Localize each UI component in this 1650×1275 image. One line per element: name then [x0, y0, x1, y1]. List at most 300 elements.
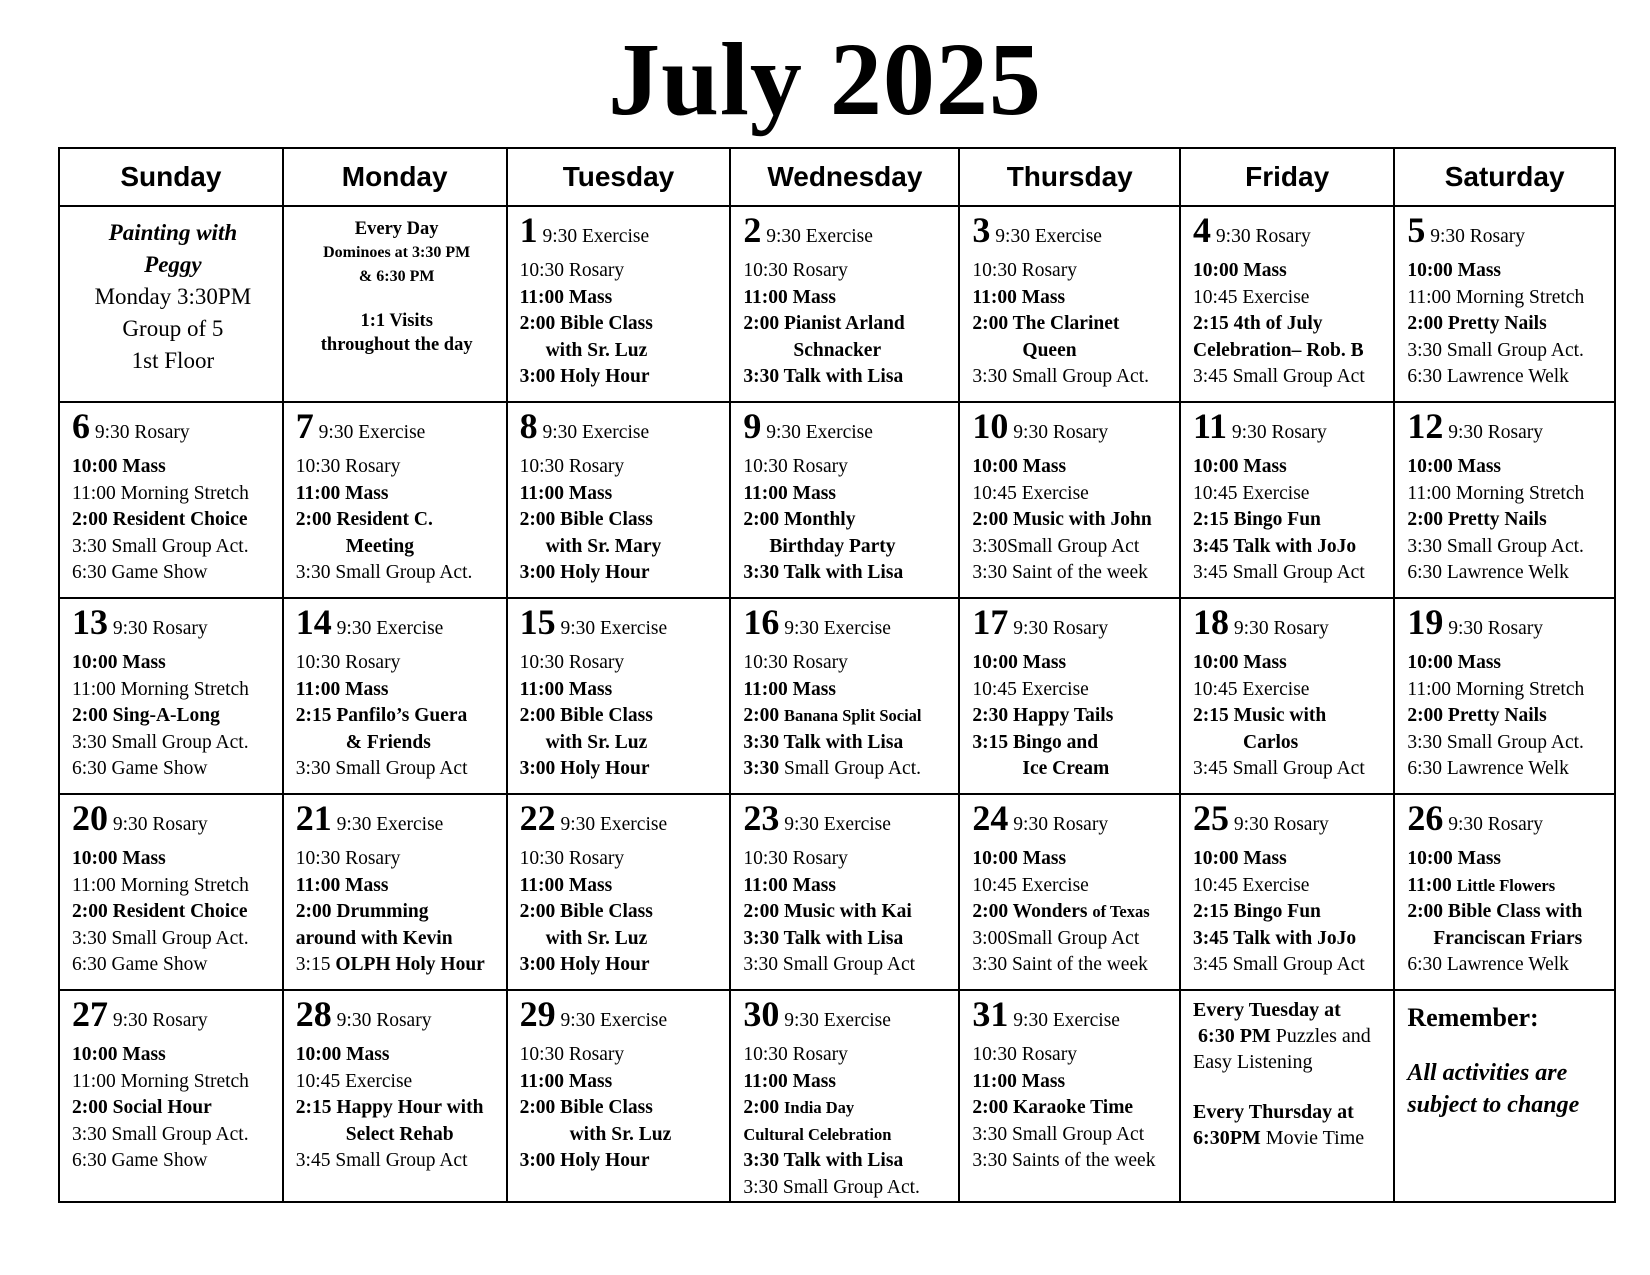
activity-text: Select Rehab — [345, 1123, 454, 1145]
activity-line — [1193, 481, 1385, 508]
activity-line — [72, 650, 274, 677]
activity-text: 6:30 Game Show — [72, 562, 208, 583]
activity-text: 2:00 Resident C. — [295, 509, 433, 530]
cell-content — [60, 207, 282, 377]
weekday-header: Thursday — [959, 148, 1180, 206]
activity-text: 11:00 Morning Stretch — [1407, 482, 1585, 504]
activity-line — [1407, 454, 1606, 481]
activity-text: 10:00 Mass — [1407, 456, 1502, 477]
activity-text: 9:30 Rosary — [1013, 618, 1109, 639]
note-time: 6:30 PM — [1198, 1025, 1271, 1047]
activity-text: 3:30 Small Group Act — [743, 954, 916, 975]
day-header-line — [743, 603, 950, 648]
activity-line — [1193, 873, 1385, 900]
note-line: Painting with — [108, 220, 238, 245]
activity-text: 2:15 Music with — [1193, 705, 1327, 726]
activity-line — [1193, 560, 1385, 587]
day-header-line — [520, 799, 722, 844]
activity-text: 9:30 Rosary — [1231, 422, 1327, 443]
activity-text: 3:00 Holy Hour — [519, 366, 650, 387]
day-cell — [507, 598, 731, 794]
note-line: Dominoes at 3:30 PM — [323, 244, 471, 261]
activity-text: 3:45 Small Group Act — [1193, 758, 1365, 779]
day-header-line — [520, 407, 722, 452]
activity-text: 10:00 Mass — [1193, 260, 1287, 281]
activity-line — [1407, 899, 1606, 926]
activity-text: 9:30 Exercise — [766, 422, 873, 443]
activity-line — [520, 756, 722, 783]
activity-text: 3:45 Small Group Act — [295, 1150, 468, 1171]
activity-line — [1407, 952, 1606, 979]
activity-text: Ice Cream — [1022, 758, 1110, 779]
cell-content — [1395, 991, 1614, 1121]
activity-line — [296, 873, 498, 900]
activity-text: 9:30 Rosary — [94, 422, 190, 443]
activity-line — [520, 846, 722, 873]
day-number: 31 — [972, 994, 1009, 1034]
activity-line — [296, 1069, 498, 1096]
activity-line — [972, 846, 1171, 873]
cell-content — [1181, 795, 1393, 979]
week-row — [59, 402, 1615, 598]
day-number: 1 — [519, 210, 538, 250]
activity-text: 3:30 Small Group Act. — [72, 731, 249, 753]
note-text: Movie Time — [1265, 1127, 1365, 1149]
day-number: 6 — [72, 406, 90, 446]
note-line: Group of 5 — [122, 316, 224, 341]
day-header-line — [972, 995, 1171, 1040]
activity-text: 11:00 Morning Stretch — [1407, 678, 1585, 700]
activity-text: 10:00 Mass — [1193, 652, 1287, 673]
activity-text: 9:30 Exercise — [542, 226, 650, 247]
week-row — [59, 598, 1615, 794]
activity-line — [743, 534, 950, 561]
activity-text: 9:30 Rosary — [112, 1010, 208, 1031]
activity-line — [1193, 285, 1385, 312]
activity-line — [972, 703, 1171, 730]
day-cell — [959, 402, 1180, 598]
day-number: 23 — [743, 798, 780, 838]
activity-line — [1407, 677, 1606, 704]
day-header-line — [72, 603, 274, 648]
day-header-line — [296, 995, 498, 1040]
activity-text: 9:30 Exercise — [560, 618, 668, 639]
activity-text: 10:30 Rosary — [295, 652, 401, 673]
cell-content — [508, 795, 730, 979]
activity-text: 3:30 Small Group Act. — [1407, 339, 1584, 361]
activity-text: 3:30 Talk with Lisa — [743, 366, 904, 387]
note-text: Puzzles and — [1275, 1025, 1371, 1047]
activity-text: 2:00 Bible Class — [519, 313, 653, 334]
day-cell — [959, 206, 1180, 402]
cell-content — [731, 795, 958, 979]
day-cell — [283, 794, 507, 990]
calendar-grid — [58, 147, 1616, 1203]
activity-text: 3:30 Talk with Lisa — [743, 731, 904, 753]
activity-line — [972, 1042, 1171, 1069]
cell-content — [508, 207, 730, 391]
activity-line — [72, 952, 274, 979]
activity-line — [296, 952, 498, 979]
activity-text: 9:30 Rosary — [1448, 814, 1543, 835]
activity-text: 11:00 Mass — [295, 678, 389, 700]
day-header-line — [972, 211, 1171, 256]
activity-text: Small Group Act. — [783, 758, 922, 779]
activity-line — [72, 1095, 274, 1122]
activity-text: 3:30 Talk with Lisa — [743, 927, 904, 949]
activity-line — [972, 1069, 1171, 1096]
day-header-line — [1193, 603, 1385, 648]
day-cell — [59, 598, 283, 794]
cell-content — [731, 207, 958, 391]
activity-text: 11:00 Morning Stretch — [1407, 286, 1585, 308]
activity-text: 9:30 Rosary — [1233, 814, 1329, 835]
day-number: 24 — [972, 798, 1009, 838]
weekday-header-row — [59, 148, 1615, 206]
activity-line — [1193, 926, 1385, 953]
activity-text: 3:30 Small Group Act — [295, 758, 468, 779]
note-line: throughout the day — [320, 335, 473, 355]
activity-line — [972, 1148, 1171, 1175]
note-cell — [1180, 990, 1394, 1202]
activity-text: 2:00 Music with John — [972, 509, 1152, 530]
activity-text: 9:30 Exercise — [1013, 1010, 1120, 1031]
activity-line — [1193, 730, 1385, 757]
calendar-body — [59, 206, 1615, 1202]
cell-content — [60, 991, 282, 1175]
day-cell — [59, 990, 283, 1202]
activity-text: 3:30 Small Group Act. — [72, 1123, 249, 1145]
weekday-header: Monday — [283, 148, 507, 206]
day-header-line — [972, 799, 1171, 844]
day-cell — [1180, 402, 1394, 598]
activity-text: 10:30 Rosary — [743, 260, 848, 281]
activity-text: 2:00 Pretty Nails — [1407, 313, 1547, 334]
day-cell — [507, 794, 731, 990]
activity-line — [1407, 756, 1606, 783]
activity-line — [72, 454, 274, 481]
activity-line — [1193, 677, 1385, 704]
day-cell — [730, 990, 959, 1202]
activity-text: with Sr. Luz — [545, 731, 648, 753]
activity-text: 3:30 Small Group Act. — [1407, 731, 1584, 753]
activity-line — [743, 560, 950, 587]
weekday-header: Tuesday — [507, 148, 731, 206]
activity-text: 3:30 Saints of the week — [972, 1150, 1156, 1171]
cell-content — [960, 403, 1179, 587]
activity-line — [1407, 560, 1606, 587]
day-cell — [730, 794, 959, 990]
day-header-line — [296, 799, 498, 844]
day-number: 3 — [972, 210, 991, 250]
activity-line — [743, 258, 950, 285]
activity-text: 2:15 4th of July — [1193, 313, 1323, 334]
activity-text: with Sr. Mary — [545, 535, 662, 557]
activity-text: 11:00 Morning Stretch — [72, 1070, 249, 1092]
activity-text: 11:00 Mass — [519, 874, 613, 896]
cell-content — [60, 795, 282, 979]
activity-line — [296, 507, 498, 534]
activity-line — [520, 703, 722, 730]
cell-content — [960, 795, 1179, 979]
activity-text: 3:30 Talk with Lisa — [743, 562, 904, 583]
activity-text: 10:30 Rosary — [972, 260, 1077, 281]
activity-text: 11:00 Mass — [743, 1070, 836, 1092]
activity-text: Celebration– Rob. B — [1193, 339, 1364, 361]
note-line — [1193, 1125, 1385, 1151]
activity-text: 9:30 Rosary — [112, 618, 208, 639]
activity-line — [296, 1148, 498, 1175]
activity-line — [972, 650, 1171, 677]
activity-text: 3:30 Small Group Act. — [72, 927, 249, 949]
activity-line — [520, 1095, 722, 1122]
activity-line — [72, 926, 274, 953]
activity-text: 10:00 Mass — [972, 848, 1067, 869]
activity-line — [1407, 730, 1606, 757]
activity-text: 10:45 Exercise — [1193, 286, 1310, 308]
activity-line — [1407, 285, 1606, 312]
activity-line — [296, 454, 498, 481]
activity-line — [520, 899, 722, 926]
activity-text: 3:30 Small Group Act. — [743, 1176, 920, 1198]
activity-text: 2:00 Pretty Nails — [1407, 509, 1547, 530]
day-cell — [959, 598, 1180, 794]
cell-content — [1181, 207, 1393, 391]
day-cell — [283, 598, 507, 794]
activity-text: 9:30 Rosary — [336, 1010, 432, 1031]
activity-line — [296, 1122, 498, 1149]
activity-text: 11:00 Mass — [972, 286, 1066, 308]
day-header-line — [1193, 211, 1385, 256]
activity-line — [296, 846, 498, 873]
activity-line — [72, 677, 274, 704]
day-number: 7 — [295, 406, 314, 446]
day-header-line — [520, 995, 722, 1040]
activity-line — [1193, 534, 1385, 561]
activity-line — [743, 481, 950, 508]
activity-text: 2:00 Drumming — [295, 901, 429, 922]
day-cell — [507, 206, 731, 402]
day-cell — [59, 402, 283, 598]
activity-text: 2:00 Music with Kai — [743, 901, 912, 922]
note-line — [1193, 1023, 1385, 1049]
activity-line — [972, 730, 1171, 757]
activity-text: 9:30 Rosary — [112, 814, 208, 835]
activity-line — [1407, 338, 1606, 365]
activity-line — [972, 507, 1171, 534]
day-cell — [283, 990, 507, 1202]
day-number: 5 — [1407, 210, 1426, 250]
activity-text: 10:00 Mass — [972, 652, 1067, 673]
activity-text: 10:30 Rosary — [972, 1044, 1077, 1065]
activity-text: 9:30 Exercise — [336, 618, 444, 639]
weekday-header: Wednesday — [730, 148, 959, 206]
activity-text: 10:00 Mass — [1407, 652, 1502, 673]
cell-content — [1395, 599, 1614, 783]
activity-text: 6:30 Game Show — [72, 1150, 208, 1171]
activity-text: 3:00 Holy Hour — [519, 954, 650, 975]
activity-text: 9:30 Rosary — [1233, 618, 1329, 639]
activity-line — [1407, 507, 1606, 534]
day-header-line — [1407, 407, 1606, 452]
cell-content — [508, 599, 730, 783]
activity-line — [72, 846, 274, 873]
activity-text: 2:00 Sing-A-Long — [72, 705, 220, 726]
activity-line — [743, 364, 950, 391]
activity-text: 3:45 Small Group Act — [1193, 562, 1365, 583]
every-day-note — [296, 211, 498, 357]
day-number: 27 — [72, 994, 108, 1034]
day-cell — [1394, 598, 1615, 794]
activity-line — [520, 311, 722, 338]
day-header-line — [972, 407, 1171, 452]
activity-line — [72, 703, 274, 730]
activity-line — [972, 1095, 1171, 1122]
activity-line — [520, 1069, 722, 1096]
activity-text: 10:00 Mass — [1193, 456, 1287, 477]
activity-text: 9:30 Exercise — [318, 422, 426, 443]
activity-text: 11:00 Mass — [972, 1070, 1066, 1092]
activity-text: 9:30 Exercise — [560, 814, 668, 835]
activity-line — [972, 1122, 1171, 1149]
activity-line — [1193, 756, 1385, 783]
note-line: Every Day — [354, 219, 439, 239]
activity-text: 2:00 Pianist Arland — [743, 313, 905, 334]
activity-line — [72, 756, 274, 783]
day-header-line — [972, 603, 1171, 648]
day-number: 10 — [972, 406, 1009, 446]
day-header-line — [743, 799, 950, 844]
week-row — [59, 206, 1615, 402]
day-header-line — [72, 799, 274, 844]
activity-line — [72, 1122, 274, 1149]
activity-text: 6:30 Lawrence Welk — [1407, 562, 1569, 583]
activity-text: 9:30 Exercise — [995, 226, 1102, 247]
activity-text: 9:30 Rosary — [1448, 618, 1543, 639]
day-number: 28 — [295, 994, 332, 1034]
cell-content — [1395, 207, 1614, 391]
activity-text-small: Little Flowers — [1456, 875, 1556, 895]
activity-text: & Friends — [345, 731, 431, 753]
activity-line — [1407, 534, 1606, 561]
activity-text: 11:00 Mass — [519, 1070, 613, 1092]
activity-line — [520, 1122, 722, 1149]
cell-content — [1181, 599, 1393, 783]
day-number: 21 — [295, 798, 332, 838]
activity-line — [743, 285, 950, 312]
activity-text: 2:15 Panfilo’s Guera — [295, 705, 468, 726]
activity-line — [520, 650, 722, 677]
activity-text: 3:30 Small Group Act. — [972, 366, 1149, 387]
day-number: 9 — [743, 406, 762, 446]
activity-text-small: India Day — [783, 1098, 855, 1117]
activity-line — [296, 677, 498, 704]
activity-line — [520, 338, 722, 365]
activity-line — [743, 454, 950, 481]
day-header-line — [1193, 799, 1385, 844]
note-cell — [1394, 990, 1615, 1202]
activity-line — [1193, 650, 1385, 677]
activity-text: 10:30 Rosary — [519, 652, 625, 673]
activity-line — [972, 481, 1171, 508]
activity-line — [972, 534, 1171, 561]
activity-text: 3:30 Talk with Lisa — [743, 1150, 904, 1171]
activity-line — [972, 258, 1171, 285]
day-header-line — [1407, 603, 1606, 648]
day-cell — [1180, 206, 1394, 402]
activity-text: 10:45 Exercise — [972, 482, 1089, 504]
activity-line — [1193, 899, 1385, 926]
day-header-line — [72, 407, 274, 452]
activity-line — [520, 364, 722, 391]
activity-text: 10:00 Mass — [72, 456, 166, 477]
activity-text: with Sr. Luz — [569, 1123, 672, 1145]
activity-line — [972, 899, 1171, 926]
activity-line — [520, 1148, 722, 1175]
activity-text: 2:15 Bingo Fun — [1193, 509, 1321, 530]
activity-text: 9:30 Exercise — [784, 618, 891, 639]
day-cell — [730, 598, 959, 794]
activity-line — [1193, 507, 1385, 534]
day-cell — [507, 402, 731, 598]
activity-text: Franciscan Friars — [1433, 927, 1583, 949]
activity-line — [743, 1042, 950, 1069]
activity-text: 11:00 Morning Stretch — [72, 482, 249, 504]
activity-text: 10:30 Rosary — [295, 848, 401, 869]
day-cell — [1394, 206, 1615, 402]
activity-text: 10:30 Rosary — [743, 456, 848, 477]
note-line: Every Thursday at — [1193, 1101, 1354, 1123]
activity-line — [743, 1122, 950, 1149]
cell-content — [60, 599, 282, 783]
cell-content — [960, 991, 1179, 1175]
day-header-line — [296, 603, 498, 648]
activity-text: 2:00 — [743, 705, 780, 726]
activity-text-small: of Texas — [1092, 902, 1150, 921]
activity-line — [72, 507, 274, 534]
activity-text: 10:30 Rosary — [743, 1044, 848, 1065]
day-number: 11 — [1193, 406, 1228, 446]
day-header-line — [520, 603, 722, 648]
activity-line — [520, 560, 722, 587]
activity-line — [72, 1069, 274, 1096]
activity-text: around with Kevin — [295, 927, 453, 949]
day-number: 19 — [1407, 602, 1444, 642]
activity-text: 2:00 Bible Class — [519, 1097, 653, 1118]
activity-line — [743, 338, 950, 365]
weekday-header: Saturday — [1394, 148, 1615, 206]
day-header-line — [743, 995, 950, 1040]
activity-text: 9:30 Rosary — [1448, 422, 1543, 443]
activity-line — [296, 1042, 498, 1069]
day-header-line — [72, 995, 274, 1040]
day-header-line — [520, 211, 722, 256]
note-line: 1st Floor — [131, 348, 215, 373]
activity-text: 11:00 Mass — [743, 874, 836, 896]
activity-line — [296, 1095, 498, 1122]
weekday-header: Friday — [1180, 148, 1394, 206]
activity-text: with Sr. Luz — [545, 339, 648, 361]
note-spacer — [296, 289, 498, 309]
activity-text: 11:00 Mass — [295, 482, 389, 504]
activity-line — [1407, 703, 1606, 730]
note-line: & 6:30 PM — [358, 268, 435, 285]
activity-line — [972, 926, 1171, 953]
day-number: 13 — [72, 602, 108, 642]
activity-text: 2:00 — [743, 1097, 780, 1118]
activity-line — [72, 1148, 274, 1175]
activity-text: 3:00 Holy Hour — [519, 562, 650, 583]
